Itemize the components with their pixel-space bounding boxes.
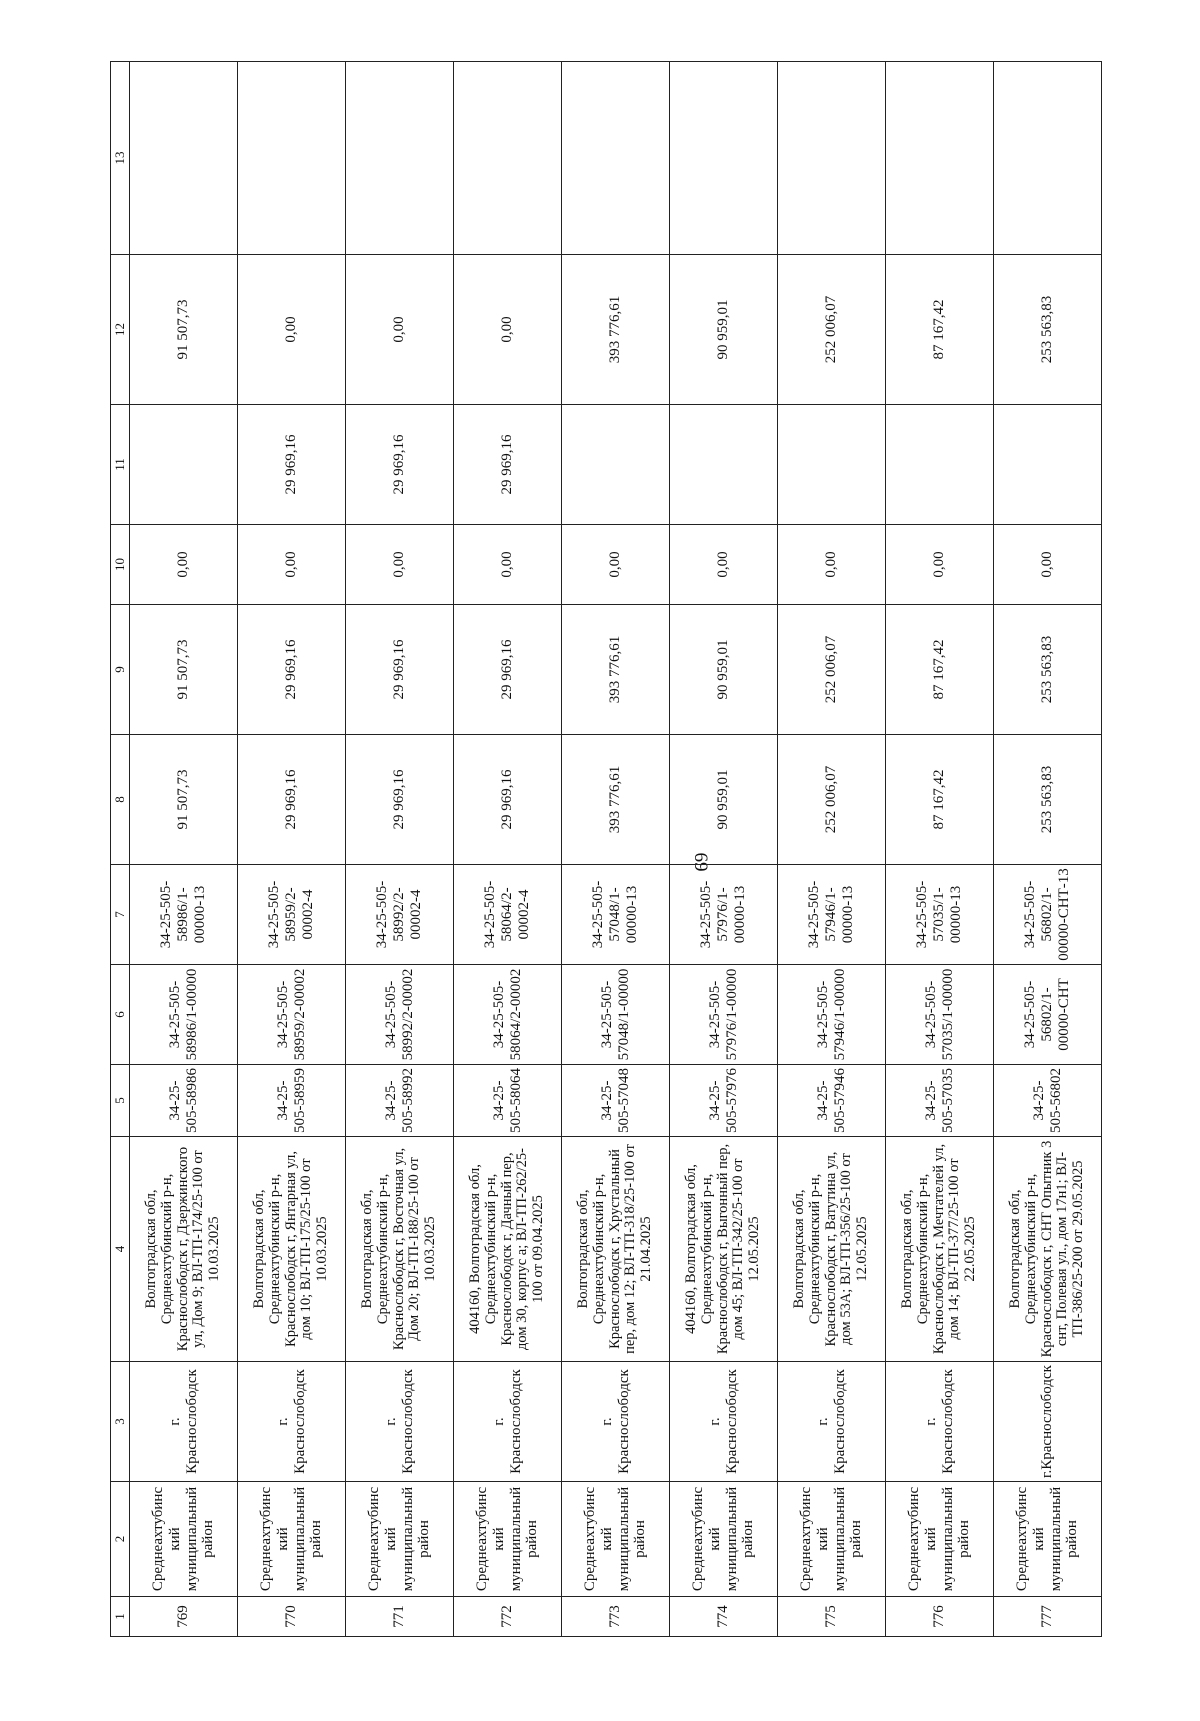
amount-9-cell: 252 006,07 bbox=[778, 605, 886, 735]
amount-12-cell: 90 959,01 bbox=[670, 255, 778, 405]
code-7-cell: 34-25-505-58959/2-00002-4 bbox=[238, 865, 346, 965]
address-cell: Волгоградская обл, Среднеахтубинский р-н, Краснослободск г, СНТ Опытник 3 снт, Полевая ул., дом 17н1; ВЛ-ТП-386/25-200 от 29.05.2025 bbox=[994, 1137, 1102, 1362]
address-cell: Волгоградская обл, Среднеахтубинский р-н, Краснослободск г, Ватутина ул, дом 53А; ВЛ-ТП-356/25-100 от 12.05.2025 bbox=[778, 1137, 886, 1362]
table-row bbox=[670, 62, 778, 1637]
settlement-cell: г. Краснослободск bbox=[454, 1362, 562, 1482]
code-5-cell: 34-25-505-57035 bbox=[886, 1065, 994, 1137]
amount-11-cell bbox=[130, 405, 238, 525]
amount-10-cell: 0,00 bbox=[778, 525, 886, 605]
amount-9-cell: 393 776,61 bbox=[562, 605, 670, 735]
address-cell: Волгоградская обл, Среднеахтубинский р-н, Краснослободск г, Восточная ул, Дом 20; ВЛ-ТП-188/25-100 от 10.03.2025 bbox=[346, 1137, 454, 1362]
code-5-cell: 34-25-505-58986 bbox=[130, 1065, 238, 1137]
district-cell: Среднеахтубинский муниципальный район bbox=[130, 1482, 238, 1597]
row-number-cell: 777 bbox=[994, 1597, 1102, 1637]
amount-8-cell: 91 507,73 bbox=[130, 735, 238, 865]
column-number: 10 bbox=[111, 525, 130, 605]
settlement-cell: г.Краснослободск bbox=[994, 1362, 1102, 1482]
amount-10-cell: 0,00 bbox=[670, 525, 778, 605]
row-number-cell: 773 bbox=[562, 1597, 670, 1637]
column-number: 3 bbox=[111, 1362, 130, 1482]
table-row bbox=[346, 62, 454, 1637]
amount-11-cell: 29 969,16 bbox=[454, 405, 562, 525]
column-number: 5 bbox=[111, 1065, 130, 1137]
column-13-cell bbox=[130, 62, 238, 255]
code-6-cell: 34-25-505-57976/1-00000 bbox=[670, 965, 778, 1065]
address-cell: 404160, Волгоградская обл, Среднеахтубинский р-н, Краснослободск г, Дачный пер, дом 30, корпус а; ВЛ-ТП-262/25-100 от 09.04.2025 bbox=[454, 1137, 562, 1362]
address-cell: Волгоградская обл, Среднеахтубинский р-н, Краснослободск г, Дзержинского ул, Дом 9; ВЛ-ТП-174/25-100 от 10.03.2025 bbox=[130, 1137, 238, 1362]
settlement-cell: г. Краснослободск bbox=[238, 1362, 346, 1482]
amount-12-cell: 0,00 bbox=[346, 255, 454, 405]
table-row bbox=[454, 62, 562, 1637]
amount-10-cell: 0,00 bbox=[886, 525, 994, 605]
district-cell: Среднеахтубинский муниципальный район bbox=[886, 1482, 994, 1597]
row-number-cell: 776 bbox=[886, 1597, 994, 1637]
column-number-row bbox=[111, 62, 130, 1637]
code-5-cell: 34-25-505-58992 bbox=[346, 1065, 454, 1137]
code-6-cell: 34-25-505-57048/1-00000 bbox=[562, 965, 670, 1065]
settlement-cell: г. Краснослободск bbox=[130, 1362, 238, 1482]
address-cell: Волгоградская обл, Среднеахтубинский р-н, Краснослободск г, Янтарная ул, дом 10; ВЛ-ТП-175/25-100 от 10.03.2025 bbox=[238, 1137, 346, 1362]
register-table bbox=[110, 61, 1102, 1637]
code-6-cell: 34-25-505-57946/1-00000 bbox=[778, 965, 886, 1065]
amount-10-cell: 0,00 bbox=[238, 525, 346, 605]
page-number: 69 bbox=[690, 852, 711, 872]
district-cell: Среднеахтубинский муниципальный район bbox=[562, 1482, 670, 1597]
column-number: 7 bbox=[111, 865, 130, 965]
code-6-cell: 34-25-505-58992/2-00002 bbox=[346, 965, 454, 1065]
district-cell: Среднеахтубинский муниципальный район bbox=[346, 1482, 454, 1597]
amount-11-cell: 29 969,16 bbox=[238, 405, 346, 525]
district-cell: Среднеахтубинский муниципальный район bbox=[778, 1482, 886, 1597]
amount-12-cell: 0,00 bbox=[454, 255, 562, 405]
amount-10-cell: 0,00 bbox=[130, 525, 238, 605]
column-number: 2 bbox=[111, 1482, 130, 1597]
column-number: 13 bbox=[111, 62, 130, 255]
settlement-cell: г. Краснослободск bbox=[886, 1362, 994, 1482]
row-number-cell: 770 bbox=[238, 1597, 346, 1637]
table-row bbox=[130, 62, 238, 1637]
column-13-cell bbox=[562, 62, 670, 255]
amount-11-cell: 29 969,16 bbox=[346, 405, 454, 525]
code-5-cell: 34-25-505-57946 bbox=[778, 1065, 886, 1137]
amount-8-cell: 29 969,16 bbox=[238, 735, 346, 865]
column-13-cell bbox=[346, 62, 454, 255]
table-body bbox=[111, 62, 1102, 1637]
amount-9-cell: 29 969,16 bbox=[238, 605, 346, 735]
code-5-cell: 34-25-505-57976 bbox=[670, 1065, 778, 1137]
code-6-cell: 34-25-505-56802/1-00000-СНТ bbox=[994, 965, 1102, 1065]
code-5-cell: 34-25-505-58959 bbox=[238, 1065, 346, 1137]
amount-9-cell: 29 969,16 bbox=[346, 605, 454, 735]
amount-10-cell: 0,00 bbox=[994, 525, 1102, 605]
table-row bbox=[238, 62, 346, 1637]
code-7-cell: 34-25-505-57976/1-00000-13 bbox=[670, 865, 778, 965]
column-number: 11 bbox=[111, 405, 130, 525]
code-7-cell: 34-25-505-57946/1-00000-13 bbox=[778, 865, 886, 965]
column-13-cell bbox=[238, 62, 346, 255]
amount-11-cell bbox=[778, 405, 886, 525]
amount-11-cell bbox=[670, 405, 778, 525]
settlement-cell: г. Краснослободск bbox=[562, 1362, 670, 1482]
code-7-cell: 34-25-505-58992/2-00002-4 bbox=[346, 865, 454, 965]
amount-12-cell: 87 167,42 bbox=[886, 255, 994, 405]
amount-9-cell: 87 167,42 bbox=[886, 605, 994, 735]
amount-8-cell: 29 969,16 bbox=[454, 735, 562, 865]
column-13-cell bbox=[886, 62, 994, 255]
settlement-cell: г. Краснослободск bbox=[778, 1362, 886, 1482]
code-6-cell: 34-25-505-58959/2-00002 bbox=[238, 965, 346, 1065]
district-cell: Среднеахтубинский муниципальный район bbox=[238, 1482, 346, 1597]
column-number: 9 bbox=[111, 605, 130, 735]
amount-10-cell: 0,00 bbox=[346, 525, 454, 605]
row-number-cell: 772 bbox=[454, 1597, 562, 1637]
table-row bbox=[562, 62, 670, 1637]
row-number-cell: 774 bbox=[670, 1597, 778, 1637]
settlement-cell: г. Краснослободск bbox=[346, 1362, 454, 1482]
district-cell: Среднеахтубинский муниципальный район bbox=[454, 1482, 562, 1597]
code-6-cell: 34-25-505-58064/2-00002 bbox=[454, 965, 562, 1065]
column-number: 4 bbox=[111, 1137, 130, 1362]
amount-9-cell: 90 959,01 bbox=[670, 605, 778, 735]
column-number: 12 bbox=[111, 255, 130, 405]
column-13-cell bbox=[670, 62, 778, 255]
amount-12-cell: 252 006,07 bbox=[778, 255, 886, 405]
settlement-cell: г. Краснослободск bbox=[670, 1362, 778, 1482]
code-6-cell: 34-25-505-58986/1-00000 bbox=[130, 965, 238, 1065]
code-5-cell: 34-25-505-58064 bbox=[454, 1065, 562, 1137]
amount-12-cell: 253 563,83 bbox=[994, 255, 1102, 405]
column-13-cell bbox=[994, 62, 1102, 255]
amount-11-cell bbox=[562, 405, 670, 525]
district-cell: Среднеахтубинский муниципальный район bbox=[994, 1482, 1102, 1597]
amount-8-cell: 87 167,42 bbox=[886, 735, 994, 865]
amount-8-cell: 252 006,07 bbox=[778, 735, 886, 865]
amount-9-cell: 91 507,73 bbox=[130, 605, 238, 735]
code-7-cell: 34-25-505-58064/2-00002-4 bbox=[454, 865, 562, 965]
column-number: 6 bbox=[111, 965, 130, 1065]
amount-9-cell: 253 563,83 bbox=[994, 605, 1102, 735]
row-number-cell: 771 bbox=[346, 1597, 454, 1637]
amount-8-cell: 253 563,83 bbox=[994, 735, 1102, 865]
code-5-cell: 34-25-505-57048 bbox=[562, 1065, 670, 1137]
address-cell: Волгоградская обл, Среднеахтубинский р-н, Краснослободск г, Хрустальный пер, дом 12; ВЛ-ТП-318/25-100 от 21.04.2025 bbox=[562, 1137, 670, 1362]
code-7-cell: 34-25-505-56802/1-00000-СНТ-13 bbox=[994, 865, 1102, 965]
address-cell: Волгоградская обл, Среднеахтубинский р-н, Краснослободск г, Мечтателей ул, дом 14; ВЛ-ТП-377/25-100 от 22.05.2025 bbox=[886, 1137, 994, 1362]
column-number: 8 bbox=[111, 735, 130, 865]
amount-12-cell: 393 776,61 bbox=[562, 255, 670, 405]
table-row bbox=[994, 62, 1102, 1637]
amount-8-cell: 29 969,16 bbox=[346, 735, 454, 865]
code-7-cell: 34-25-505-57048/1-00000-13 bbox=[562, 865, 670, 965]
table-row bbox=[778, 62, 886, 1637]
amount-8-cell: 393 776,61 bbox=[562, 735, 670, 865]
column-13-cell bbox=[778, 62, 886, 255]
amount-8-cell: 90 959,01 bbox=[670, 735, 778, 865]
amount-9-cell: 29 969,16 bbox=[454, 605, 562, 735]
address-cell: 404160, Волгоградская обл, Среднеахтубинский р-н, Краснослободск г, Выгонный пер, дом 45; ВЛ-ТП-342/25-100 от 12.05.2025 bbox=[670, 1137, 778, 1362]
district-cell: Среднеахтубинский муниципальный район bbox=[670, 1482, 778, 1597]
code-7-cell: 34-25-505-57035/1-00000-13 bbox=[886, 865, 994, 965]
row-number-cell: 775 bbox=[778, 1597, 886, 1637]
amount-12-cell: 0,00 bbox=[238, 255, 346, 405]
amount-10-cell: 0,00 bbox=[454, 525, 562, 605]
amount-11-cell bbox=[994, 405, 1102, 525]
amount-12-cell: 91 507,73 bbox=[130, 255, 238, 405]
row-number-cell: 769 bbox=[130, 1597, 238, 1637]
amount-11-cell bbox=[886, 405, 994, 525]
rotated-table-container bbox=[110, 62, 1090, 1637]
code-7-cell: 34-25-505-58986/1-00000-13 bbox=[130, 865, 238, 965]
code-6-cell: 34-25-505-57035/1-00000 bbox=[886, 965, 994, 1065]
column-number: 1 bbox=[111, 1597, 130, 1637]
amount-10-cell: 0,00 bbox=[562, 525, 670, 605]
code-5-cell: 34-25-505-56802 bbox=[994, 1065, 1102, 1137]
table-row bbox=[886, 62, 994, 1637]
column-13-cell bbox=[454, 62, 562, 255]
